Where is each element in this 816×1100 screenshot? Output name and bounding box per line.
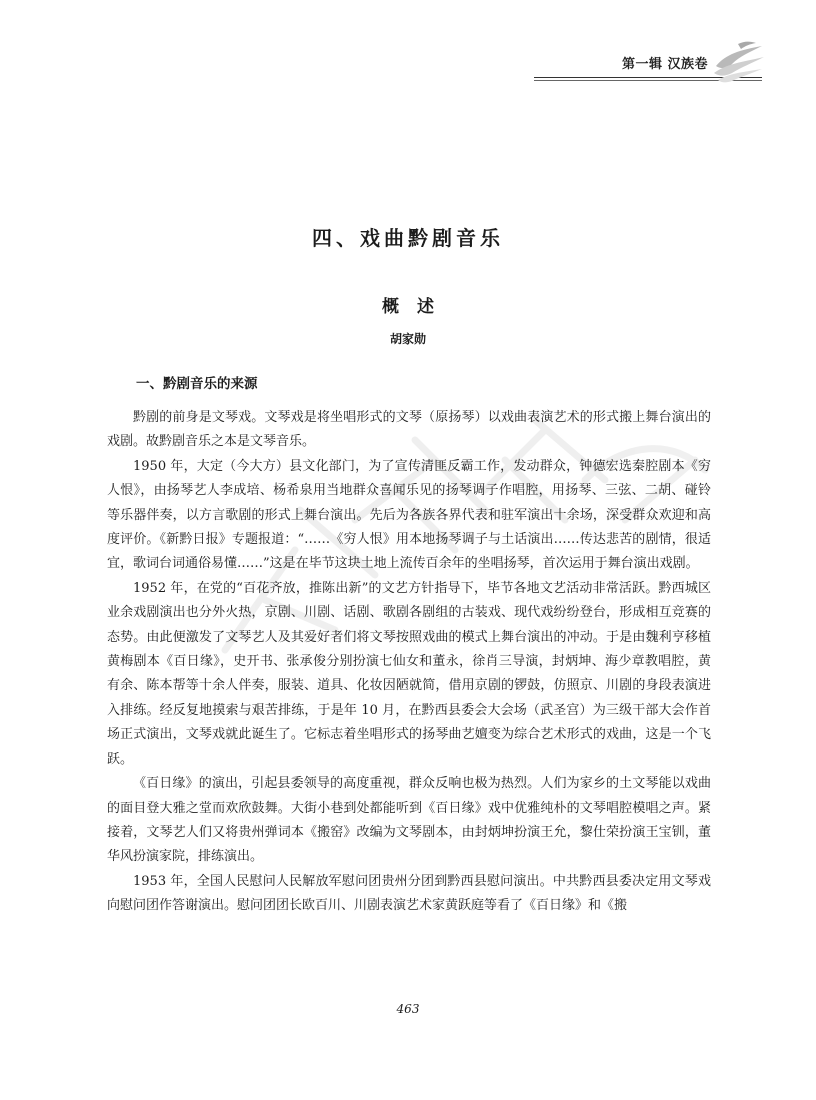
section-title: 概述 [382, 297, 452, 317]
author: 胡家勋 [389, 332, 426, 346]
volume-label: 第一辑 汉族卷 [621, 57, 708, 72]
running-header [512, 40, 762, 90]
subheading: 一、黔剧音乐的来源 [136, 376, 258, 392]
paragraph: 1953 年，全国人民慰问人民解放军慰问团贵州分团到黔西县慰问演出。中共黔西县委决定用文琴戏向慰问团作答谢演出。慰问团团长欧百川、川剧表演艺术家黄跃庭等看了《百日缘》和《搬 [107, 873, 711, 914]
paragraph: 1952 年，在党的“百花齐放，推陈出新”的文艺方针指导下，毕节各地文艺活动非常活跃。黔西城区业余戏剧演出也分外火热，京剧、川剧、话剧、歌剧各剧组的古装戏、现代戏纷纷登台，形成相互竞赛的态势。由此便激发了文琴艺人及其爱好者们将文琴按照戏曲的模式上舞台演出的冲动。于是由魏利亨移植黄梅剧本《百日缘》，史开书、张承俊分别扮演七仙女和董永，徐肖三导演，封炳坤、海少章教唱腔，黄有余、陈本帮等十余人伴奏，服装、道具、化妆因陋就简，借用京剧的锣鼓，仿照京、川剧的身段表演进入排练。经反复地摸索与艰苦排练，于是年 10 月，在黔西县委会大会场（武圣宫）为三级干部大会作首场正式演出，文琴戏就此诞生了。它标志着坐唱形式的扬琴曲艺嬗变为综合艺术形式的戏曲，这是一个飞跃。 [107, 580, 711, 767]
page-number: 463 [396, 1002, 420, 1016]
paragraph: 《百日缘》的演出，引起县委领导的高度重视，群众反响也极为热烈。人们为家乡的土文琴能以戏曲的面目登大雅之堂而欢欣鼓舞。大街小巷到处都能听到《百日缘》戏中优雅纯朴的文琴唱腔模唱之声。紧接着，文琴艺人们又将贵州弹词本《搬窑》改编为文琴剧本，由封炳坤扮演王允，黎仕荣扮演王宝钏，董华风扮演家院，排练演出。 [107, 776, 711, 865]
wave-bird-logo-icon [710, 40, 768, 86]
body-text [107, 406, 711, 919]
paragraph: 1950 年，大定（今大方）县文化部门，为了宣传清匪反霸工作，发动群众，钟德宏选秦腔剧本《穷人恨》，由扬琴艺人李成培、杨希泉用当地群众喜闻乐见的扬琴调子作唱腔，用扬琴、三弦、二胡、碰铃等乐器伴奏，以方言歌剧的形式上舞台演出。先后为各族各界代表和驻军演出十余场，深受群众欢迎和高度评价。《新黔日报》专题报道：“……《穷人恨》用本地扬琴调子与土话演出……传达悲苦的剧情，很适宜，歌词台词通俗易懂……”这是在毕节这块土地上流传百余年的坐唱扬琴，首次运用于舞台演出戏剧。 [107, 458, 711, 572]
chapter-title: 四、戏曲黔剧音乐 [312, 226, 504, 250]
paragraph: 黔剧的前身是文琴戏。文琴戏是将坐唱形式的文琴（原扬琴）以戏曲表演艺术的形式搬上舞台演出的戏剧。故黔剧音乐之本是文琴音乐。 [107, 410, 711, 450]
